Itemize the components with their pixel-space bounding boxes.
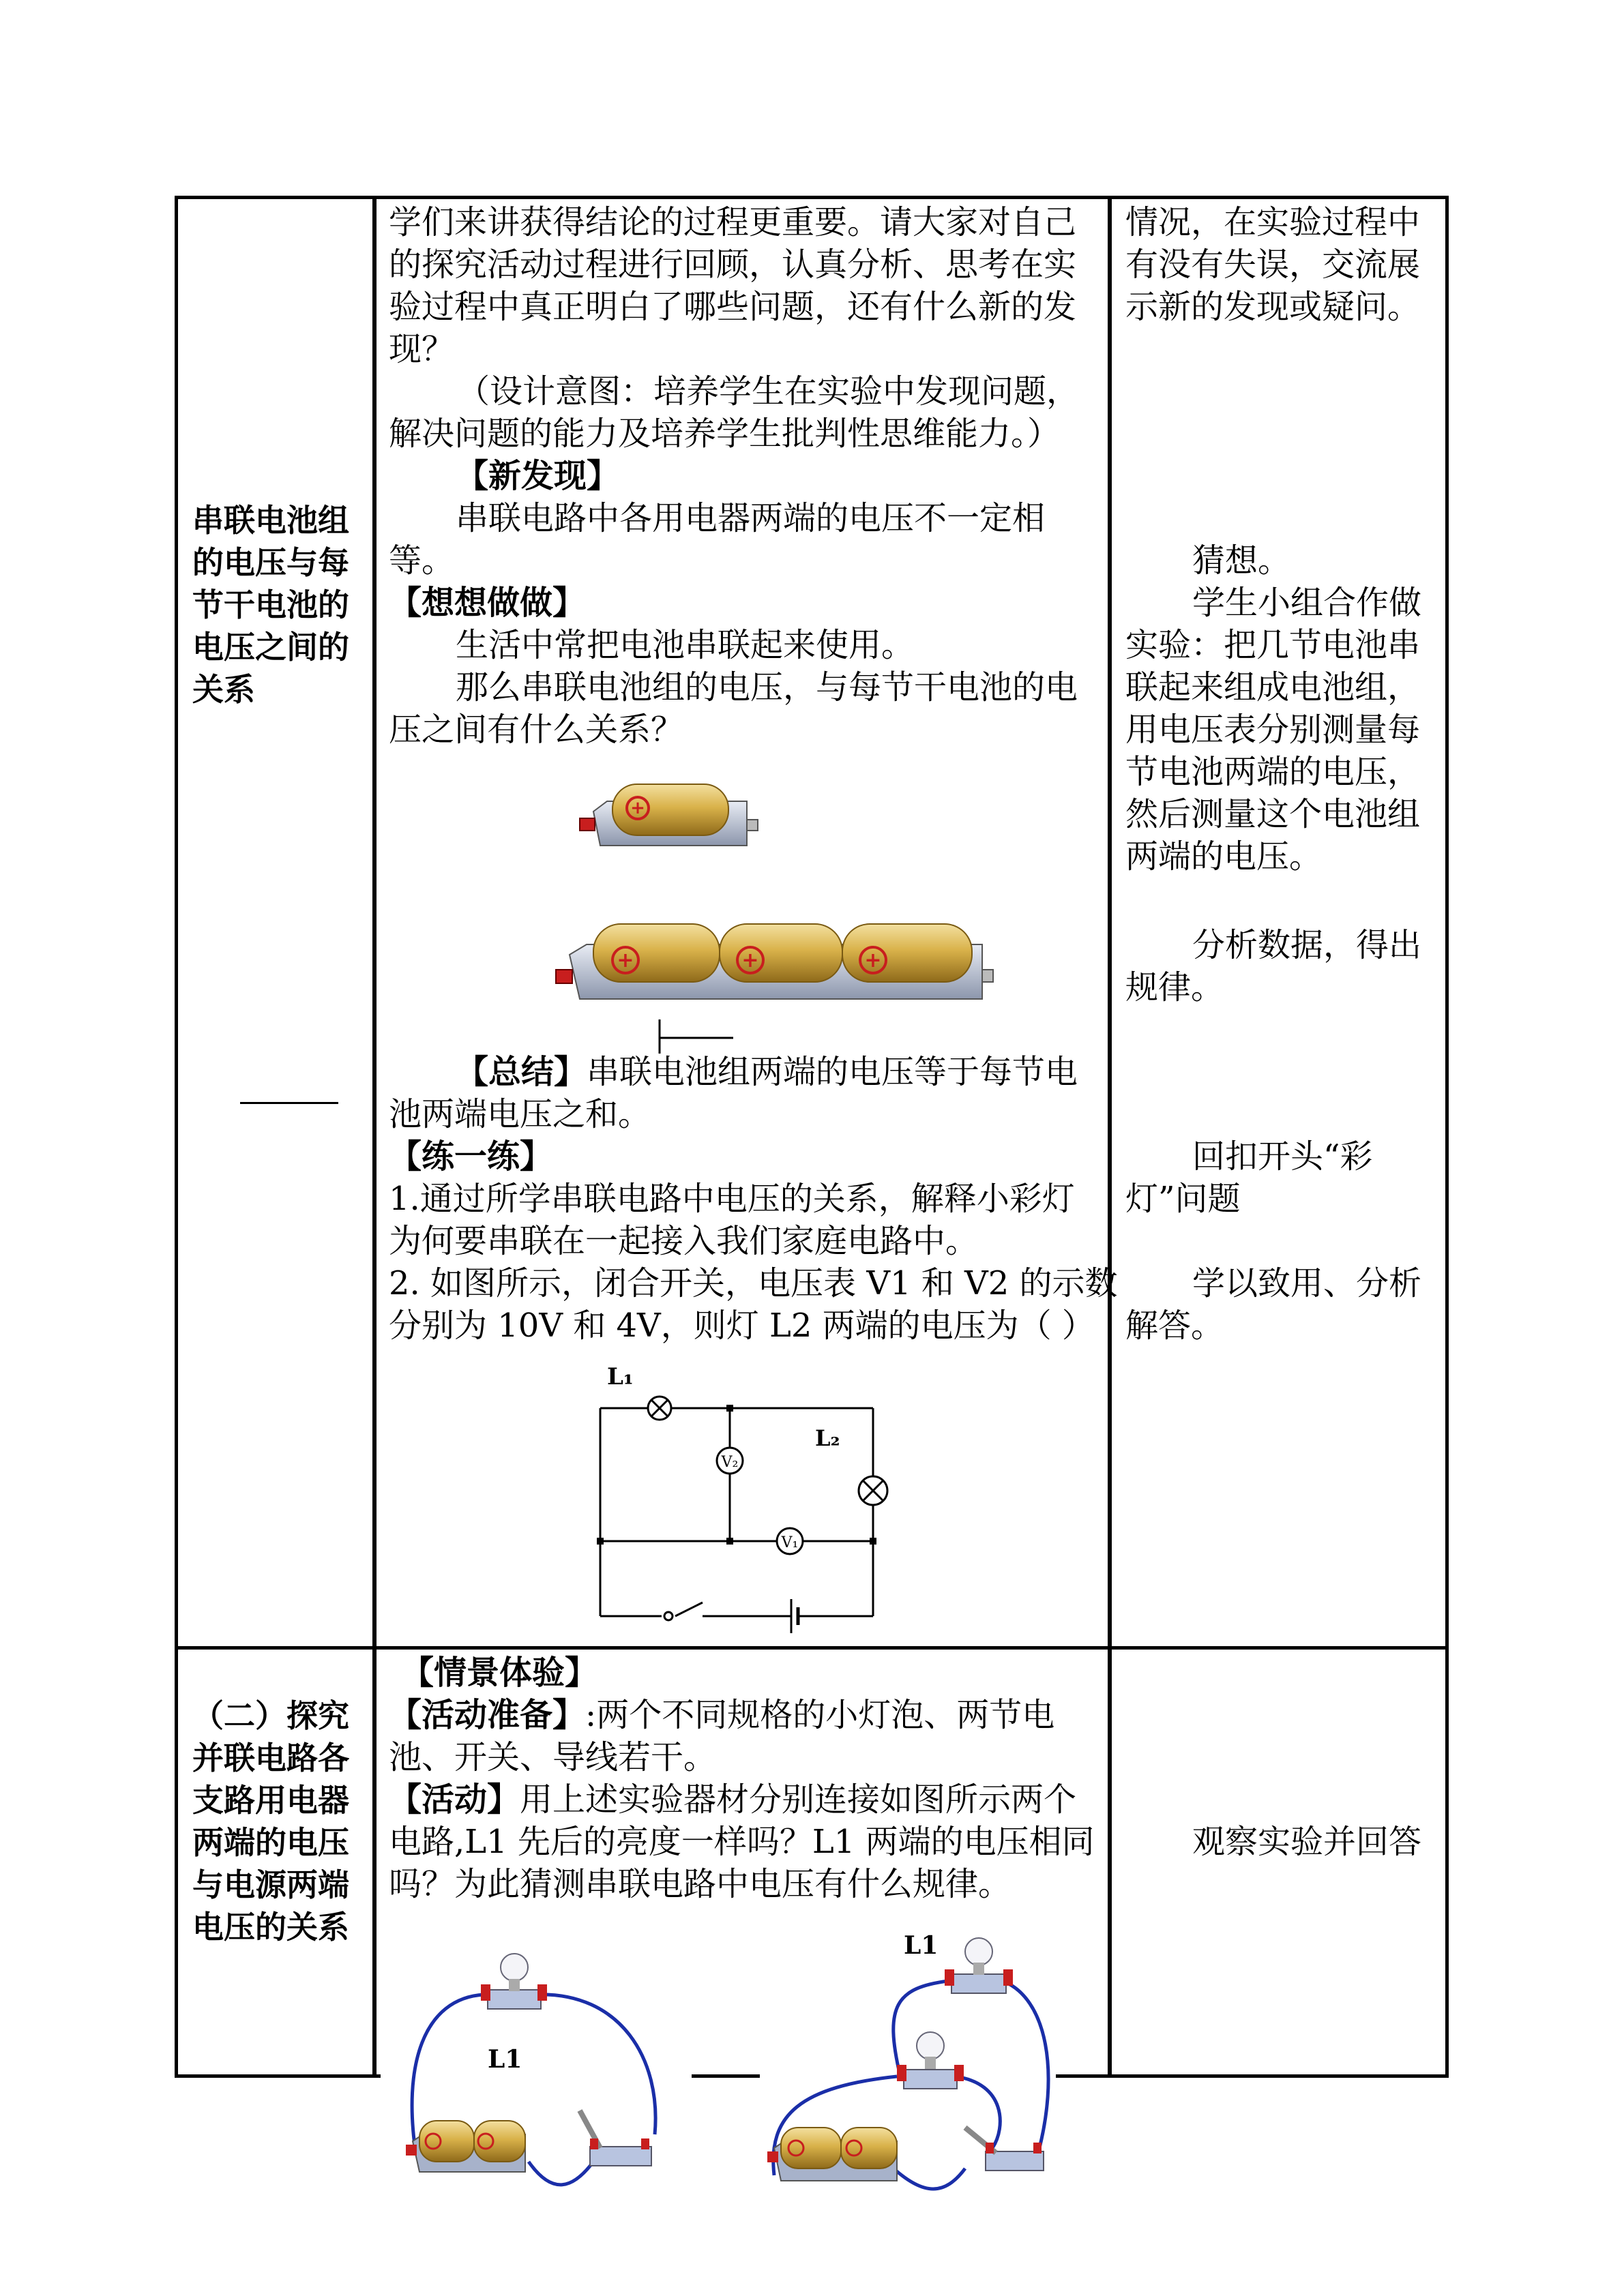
- meter-v2-label: V₂: [721, 1454, 739, 1471]
- activity-text: 灯”问题: [1125, 1180, 1241, 1218]
- parallel-lab-figure: [761, 1923, 1074, 2209]
- summary-text: 【总结】串联电池组两端的电压等于每节电: [456, 1053, 1078, 1091]
- section-heading-scenario: 【情景体验】: [401, 1654, 598, 1692]
- svg-text:+: +: [741, 949, 759, 972]
- activity-text: 示新的发现或疑问。: [1125, 288, 1421, 326]
- table-bottom-border-right: [1056, 2074, 1449, 2078]
- column-divider-1: [372, 196, 377, 2078]
- body-text: 生活中常把电池串联起来使用。: [456, 626, 915, 664]
- series-lab-figure: [396, 1937, 682, 2209]
- activity-text: 解答。: [1125, 1307, 1224, 1345]
- body-text: 学们来讲获得结论的过程更重要。请大家对自己: [389, 203, 1077, 241]
- exercise-text: 2. 如图所示，闭合开关，电压表 V1 和 V2 的示数: [389, 1264, 1118, 1302]
- exercise-text: 为何要串联在一起接入我们家庭电路中。: [389, 1222, 979, 1260]
- topic-line: 支路用电器: [192, 1782, 349, 1819]
- topic-line: 电压之间的: [192, 629, 349, 666]
- section-heading-practice: 【练一练】: [389, 1137, 553, 1176]
- column-divider-2: [1108, 196, 1112, 2078]
- table-right-border: [1445, 196, 1449, 2078]
- body-text: 压之间有什么关系？: [389, 711, 684, 749]
- body-text: 池两端电压之和。: [389, 1095, 651, 1133]
- body-text: 电路,L1 先后的亮度一样吗？L1 两端的电压相同: [389, 1823, 1095, 1861]
- table-bottom-border-mid: [692, 2074, 760, 2078]
- svg-text:+: +: [864, 949, 882, 972]
- activity-text: 实验：把几节电池串: [1125, 626, 1421, 664]
- row1-right-cell: [1125, 0, 1439, 1646]
- activity-text: 用电压表分别测量每: [1125, 711, 1421, 749]
- topic-line: 的电压与每: [192, 544, 349, 581]
- topic-line: 并联电路各: [192, 1740, 349, 1776]
- battery-pack-figure: [556, 914, 999, 1016]
- meter-v1-label: V₁: [781, 1534, 799, 1551]
- activity-text: 学以致用、分析: [1192, 1264, 1422, 1302]
- section-heading-new-findings: 【新发现】: [456, 457, 620, 495]
- activity-text: 学生小组合作做: [1192, 584, 1422, 622]
- topic-line: 电压的关系: [192, 1909, 349, 1945]
- body-text: 吗？为此猜测串联电路中电压有什么规律。: [389, 1865, 1012, 1903]
- activity-text: 两端的电压。: [1125, 837, 1323, 876]
- body-text: 池、开关、导线若干。: [389, 1738, 717, 1776]
- body-text: 那么串联电池组的电压，与每节干电池的电: [456, 668, 1078, 706]
- body-text: 验过程中真正明白了哪些问题，还有什么新的发: [389, 288, 1077, 326]
- parallel-lamp-label: L1: [904, 1931, 939, 1960]
- circuit-diagram: [593, 1354, 900, 1640]
- body-text: （设计意图：培养学生在实验中发现问题，: [457, 372, 1080, 411]
- section-heading-think-do: 【想想做做】: [389, 584, 586, 622]
- activity-heading-text: 【活动】用上述实验器材分别连接如图所示两个: [389, 1780, 1077, 1819]
- activity-text: 有没有失误，交流展: [1125, 245, 1421, 284]
- summary-body: 串联电池组两端的电压等于每节电: [587, 1053, 1078, 1091]
- prep-body: :两个不同规格的小灯泡、两节电: [585, 1696, 1055, 1734]
- activity-text: 猜想。: [1192, 541, 1291, 580]
- svg-text:+: +: [630, 798, 645, 818]
- row-divider: [176, 1646, 1449, 1650]
- svg-text:+: +: [617, 949, 634, 972]
- activity-text: 规律。: [1125, 968, 1224, 1007]
- activity-text: 情况，在实验过程中: [1125, 203, 1421, 241]
- body-text: 串联电路中各用电器两端的电压不一定相: [456, 499, 1046, 537]
- topic-line: 与电源两端: [192, 1866, 349, 1903]
- dash-mark: [240, 1102, 338, 1104]
- prep-text: 【活动准备】:两个不同规格的小灯泡、两节电: [389, 1696, 1055, 1734]
- series-lamp-label: L1: [488, 2045, 522, 2074]
- activity-text: 分析数据，得出: [1192, 926, 1422, 964]
- topic-line: （二）探究: [192, 1697, 349, 1734]
- lamp-l2-label: L₂: [815, 1425, 840, 1451]
- activity-text: 然后测量这个电池组: [1125, 795, 1421, 833]
- table-bottom-border-left: [176, 2074, 381, 2078]
- activity-text: 节电池两端的电压，: [1125, 753, 1421, 791]
- row2-topic-cell: [192, 1695, 349, 1948]
- exercise-text: 分别为 10V 和 4V，则灯 L2 两端的电压为（ ）: [389, 1307, 1095, 1345]
- body-text: 解决问题的能力及培养学生批判性思维能力。）: [389, 415, 1061, 453]
- topic-line: 关系: [192, 671, 255, 708]
- activity-text: 回扣开头“彩: [1192, 1137, 1373, 1176]
- body-text: 的探究活动过程进行回顾，认真分析、思考在实: [389, 245, 1077, 284]
- exercise-text: 1.通过所学串联电路中电压的关系，解释小彩灯: [389, 1180, 1075, 1218]
- table-left-border: [175, 196, 178, 2078]
- topic-line: 节干电池的: [192, 586, 349, 623]
- lamp-l1-label: L₁: [607, 1363, 634, 1390]
- row1-topic-cell: [192, 499, 349, 711]
- activity-body: 用上述实验器材分别连接如图所示两个: [520, 1780, 1077, 1819]
- single-battery-figure: [580, 771, 764, 859]
- activity-text: 观察实验并回答: [1192, 1823, 1422, 1861]
- topic-line: 两端的电压: [192, 1824, 349, 1861]
- body-text: 现？: [389, 330, 455, 368]
- topic-line: 串联电池组: [192, 502, 349, 539]
- activity-text: 联起来组成电池组，: [1125, 668, 1421, 706]
- body-text: 等。: [389, 541, 455, 580]
